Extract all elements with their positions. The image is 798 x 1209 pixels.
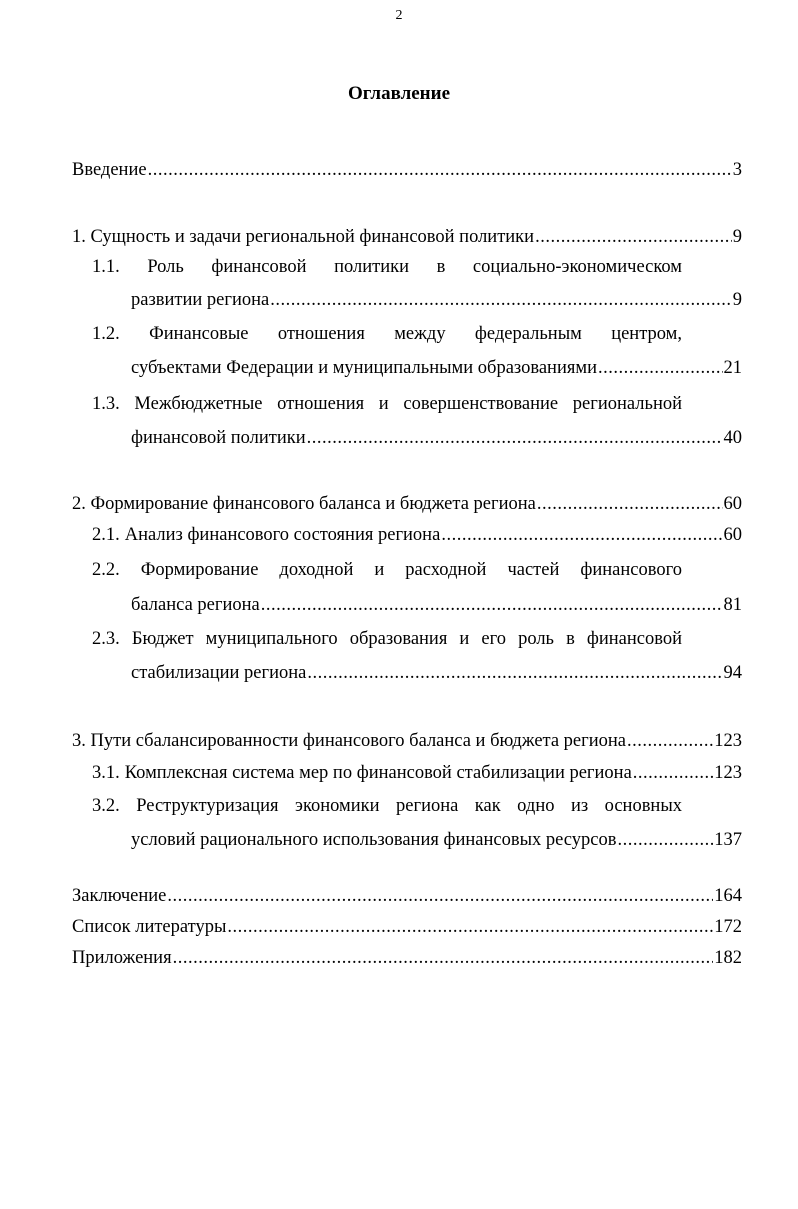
toc-entry-page: 123 <box>714 763 742 783</box>
toc-entry-introduction <box>72 158 742 182</box>
toc-entry-page: 60 <box>723 494 742 514</box>
section-title-line1: Реструктуризация экономики региона как одно из основных <box>136 796 683 816</box>
section-title-line2: субъектами Федерации и муниципальными образованиями <box>131 358 597 378</box>
section-title-line1: Межбюджетные отношения и совершенствование региональной <box>134 394 682 414</box>
section-title-line1: Формирование доходной и расходной частей финансового <box>140 560 682 580</box>
toc-entry-chapter-1 <box>72 225 742 249</box>
section-title-line2: баланса региона <box>131 595 260 615</box>
toc-entry-section-1-2-line1 <box>72 322 682 346</box>
toc-entry-section-1-1-line2 <box>72 288 742 312</box>
dot-leader <box>441 523 722 547</box>
toc-entry-section-1-2-line2 <box>72 356 742 380</box>
section-title-line1: Роль финансовой политики в социально-экономическом <box>147 257 682 277</box>
section-title-line1: Финансовые отношения между федеральным центром, <box>149 324 682 344</box>
toc-entry-page: 182 <box>714 948 742 968</box>
toc-entry-page: 94 <box>723 663 742 683</box>
toc-entry-label: 3. Пути сбалансированности финансового баланса и бюджета региона <box>72 731 626 751</box>
toc-entry-page: 137 <box>714 830 742 850</box>
section-number: 1.1. <box>92 257 120 277</box>
section-number: 2.1. <box>92 525 120 545</box>
toc-entry-section-2-1 <box>72 523 742 547</box>
section-title: Анализ финансового состояния региона <box>124 525 441 545</box>
dot-leader <box>598 356 723 380</box>
toc-entry-chapter-2 <box>72 492 742 516</box>
toc-entry-label: Введение <box>72 160 147 180</box>
toc-entry-section-2-3-line1 <box>72 627 682 651</box>
dot-leader <box>537 492 723 516</box>
toc-entry-page: 3 <box>732 160 742 180</box>
section-number: 2.2. <box>92 560 120 580</box>
toc-entry-label: Заключение <box>72 886 167 906</box>
toc-entry-page: 172 <box>714 917 742 937</box>
section-title: Комплексная система мер по финансовой стабилизации региона <box>124 763 632 783</box>
toc-entry-label: 1. Сущность и задачи региональной финансовой политики <box>72 227 535 247</box>
dot-leader <box>627 729 713 753</box>
dot-leader <box>173 946 714 970</box>
toc-entry-label: Список литературы <box>72 917 227 937</box>
section-title-line2: развитии региона <box>131 290 270 310</box>
section-number: 2.3. <box>92 629 120 649</box>
toc-entry-section-2-2-line2 <box>72 593 742 617</box>
section-number: 3.1. <box>92 763 120 783</box>
section-number: 1.2. <box>92 324 120 344</box>
toc-entry-page: 40 <box>723 428 742 448</box>
section-number: 3.2. <box>92 796 120 816</box>
section-title-line1: Бюджет муниципального образования и его роль в финансовой <box>131 629 682 649</box>
toc-entry-page: 9 <box>732 290 742 310</box>
dot-leader <box>633 761 713 785</box>
section-title-line2: условий рационального использования финансовых ресурсов <box>131 830 617 850</box>
dot-leader <box>148 158 732 182</box>
dot-leader <box>167 884 713 908</box>
toc-entry-section-1-3-line1 <box>72 392 682 416</box>
toc-entry-chapter-3 <box>72 729 742 753</box>
toc-entry-section-2-3-line2 <box>72 661 742 685</box>
dot-leader <box>535 225 732 249</box>
dot-leader <box>261 593 723 617</box>
toc-entry-page: 9 <box>732 227 742 247</box>
toc-entry-page: 123 <box>714 731 742 751</box>
section-number: 1.3. <box>92 394 120 414</box>
dot-leader <box>270 288 732 312</box>
toc-entry-section-1-1-line1 <box>72 255 682 279</box>
dot-leader <box>227 915 713 939</box>
toc-entry-page: 81 <box>723 595 742 615</box>
toc-entry-appendices <box>72 946 742 970</box>
toc-entry-section-3-2-line2 <box>72 828 742 852</box>
page-number: 2 <box>395 8 403 23</box>
section-title-line2: стабилизации региона <box>131 663 307 683</box>
toc-entry-page: 21 <box>723 358 742 378</box>
toc-entry-page: 164 <box>714 886 742 906</box>
dot-leader <box>307 661 722 685</box>
page-title: Оглавление <box>347 83 451 104</box>
toc-entry-section-2-2-line1 <box>72 558 682 582</box>
toc-entry-conclusion <box>72 884 742 908</box>
section-title-line2: финансовой политики <box>131 428 306 448</box>
toc-entry-label: 2. Формирование финансового баланса и бюджета региона <box>72 494 536 514</box>
toc-entry-page: 60 <box>723 525 742 545</box>
toc-entry-bibliography <box>72 915 742 939</box>
toc-entry-section-3-1 <box>72 761 742 785</box>
toc-entry-section-3-2-line1 <box>72 794 682 818</box>
toc-entry-section-1-3-line2 <box>72 426 742 450</box>
dot-leader <box>307 426 723 450</box>
toc-entry-label: Приложения <box>72 948 172 968</box>
dot-leader <box>617 828 713 852</box>
